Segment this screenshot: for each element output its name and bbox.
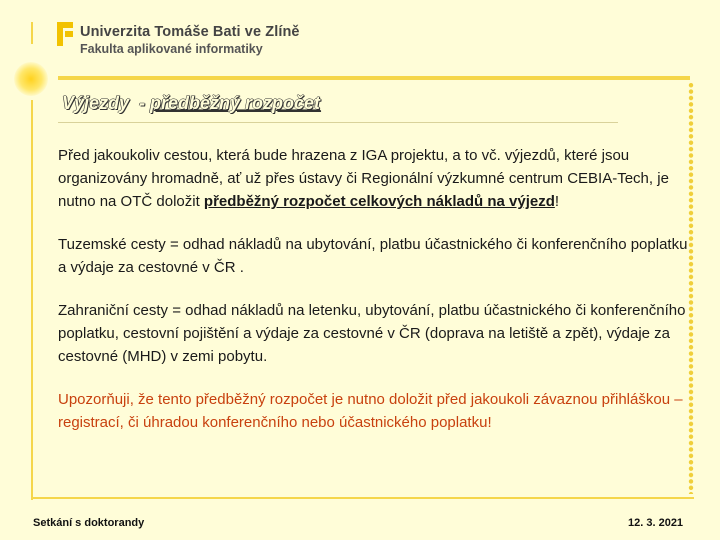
paragraph-requirement [58, 144, 688, 213]
university-name: Univerzita Tomáše Bati ve Zlíně [80, 24, 300, 40]
paragraph-requirement-tail: ! [554, 193, 560, 210]
slide-title-prefix: Výjezdy - [62, 93, 151, 113]
slide-title [62, 93, 320, 114]
footer-event-name: Setkání s doktorandy [33, 517, 145, 529]
faculty-name: Fakulta aplikované informatiky [80, 42, 263, 56]
paragraph-requirement-emphasis: předběžný rozpočet celkových nákladů na výjezd [203, 193, 555, 210]
paragraph-domestic-trips: Tuzemské cesty = odhad nákladů na ubytování, platbu účastnického či konferenčního poplatku a výdaje za cestovné v ČR . [58, 236, 688, 276]
paragraph-requirement-lead: Před jakoukoliv cestou, která bude hrazena z IGA projektu, a to vč. výjezdů, které jsou organizovány hromadně, ať už přes ústavy či Regionální výzkumné centrum CEBIA-Tech, je nutno na OTČ doložit [58, 147, 669, 210]
footer-date: 12. 3. 2021 [628, 517, 684, 529]
slide-content [58, 144, 688, 454]
title-underline-rule [58, 122, 618, 123]
slide-title-emphasis: předběžný rozpočet [150, 93, 321, 113]
header-accent-bar [58, 76, 690, 80]
left-accent-line [31, 22, 33, 44]
footer-accent-bar [32, 497, 694, 499]
university-logo-icon [57, 22, 73, 46]
decorative-sun-dot [14, 62, 48, 96]
paragraph-warning: Upozorňuji, že tento předběžný rozpočet je nutno doložit před jakoukoli závaznou přihláškou – registrací, či úhradou konferenčního nebo účastnického poplatku! [58, 391, 683, 431]
paragraph-foreign-trips: Zahraniční cesty = odhad nákladů na letenku, ubytování, platbu účastnického či konferenčního poplatku, cestovní pojištění a výdaje za cestovné v ČR (doprava na letiště a zpět), výdaje za cestovné (MHD) v zemi pobytu. [58, 302, 686, 365]
right-dotted-border [688, 82, 694, 494]
left-accent-line-lower [31, 100, 33, 500]
